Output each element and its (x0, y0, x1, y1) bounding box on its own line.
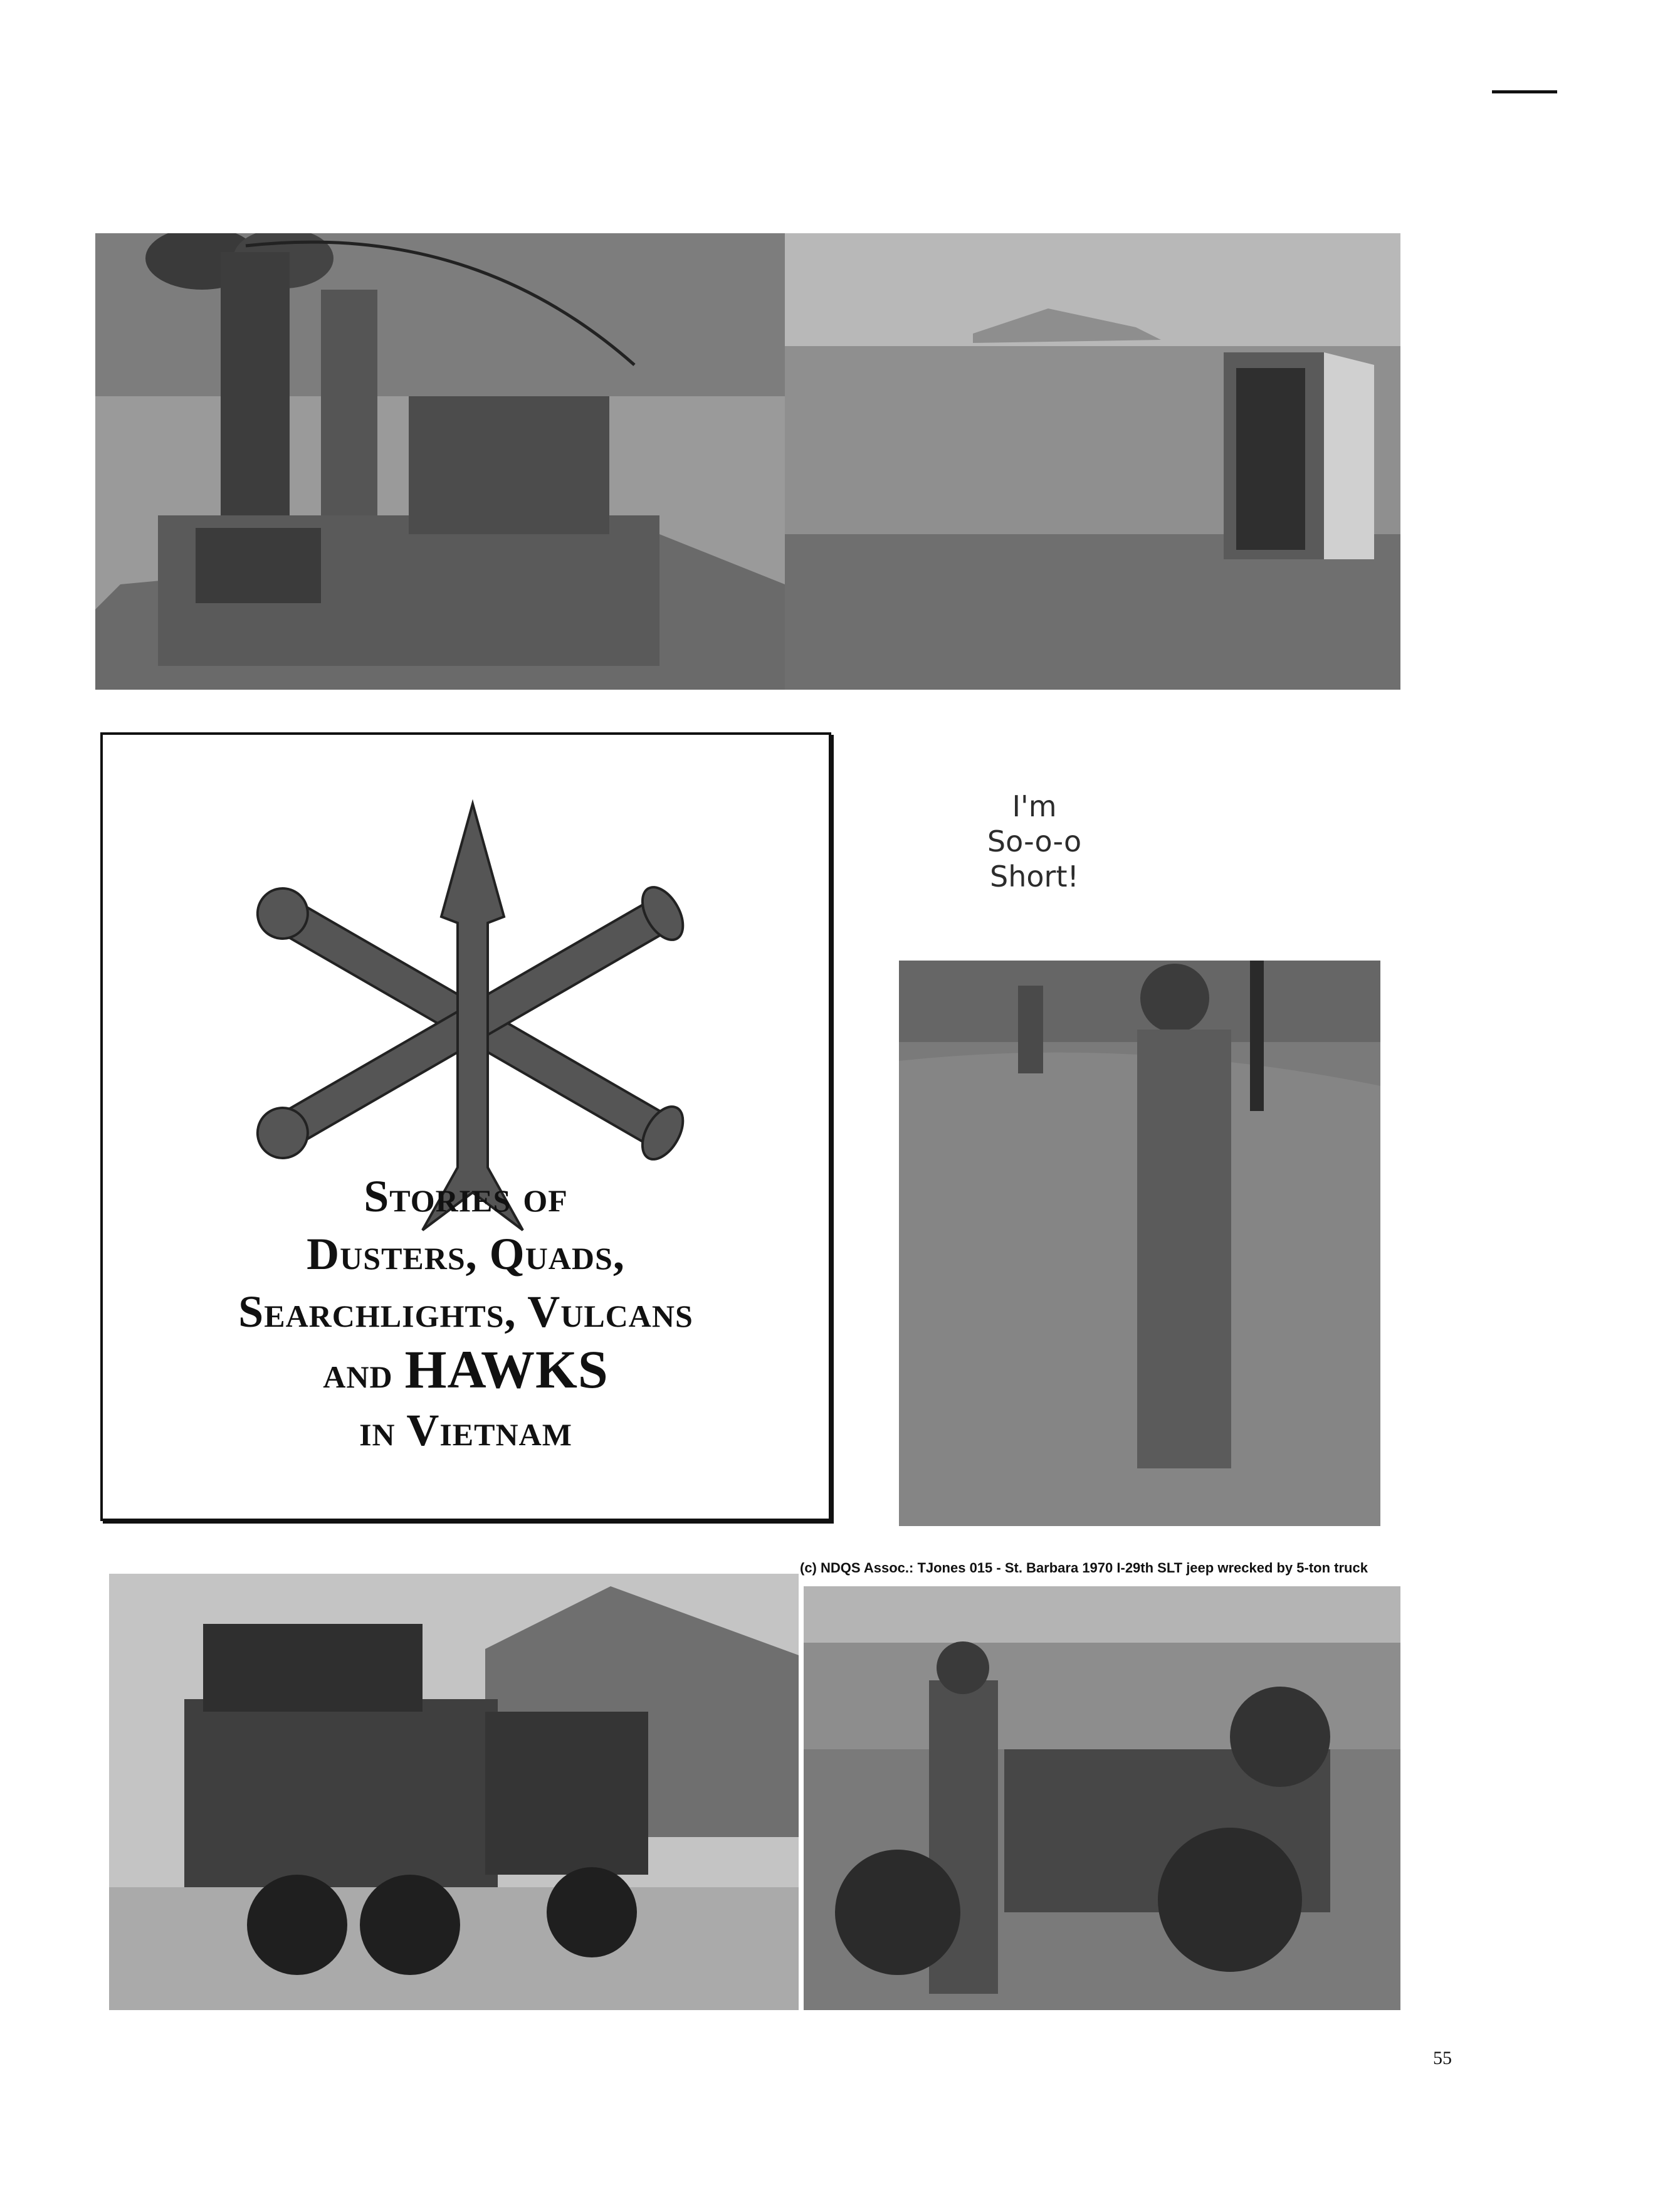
photo-quad-truck (109, 1574, 799, 2010)
title-box (100, 732, 831, 1521)
photo-wrecked-jeep (804, 1586, 1400, 2010)
corner-rule (1492, 90, 1557, 93)
speech-bubble (959, 789, 1110, 894)
photo-outhouse-landscape (785, 233, 1400, 690)
title-line-3: Searchlights, Vulcans (238, 1287, 693, 1337)
speech-line-2: So-o-o (987, 824, 1082, 858)
title-text (103, 1167, 829, 1459)
title-line-4-emphasis: HAWKS (404, 1339, 609, 1399)
page-number: 55 (1433, 2048, 1452, 2068)
title-line-5: in Vietnam (359, 1405, 572, 1455)
title-line-1: Stories of (364, 1171, 568, 1221)
photo-short-soldier (899, 961, 1380, 1526)
title-line-4 (103, 1340, 829, 1401)
title-line-4-prefix: and (323, 1347, 393, 1398)
speech-line-3: Short! (990, 860, 1079, 893)
speech-line-1: I'm (1012, 789, 1057, 823)
photo-caption: (c) NDQS Assoc.: TJones 015 - St. Barbara 1970 I-29th SLT jeep wrecked by 5-ton truck (800, 1560, 1368, 1576)
photo-duster-in-water (95, 233, 785, 690)
title-line-2: Dusters, Quads, (307, 1229, 625, 1279)
